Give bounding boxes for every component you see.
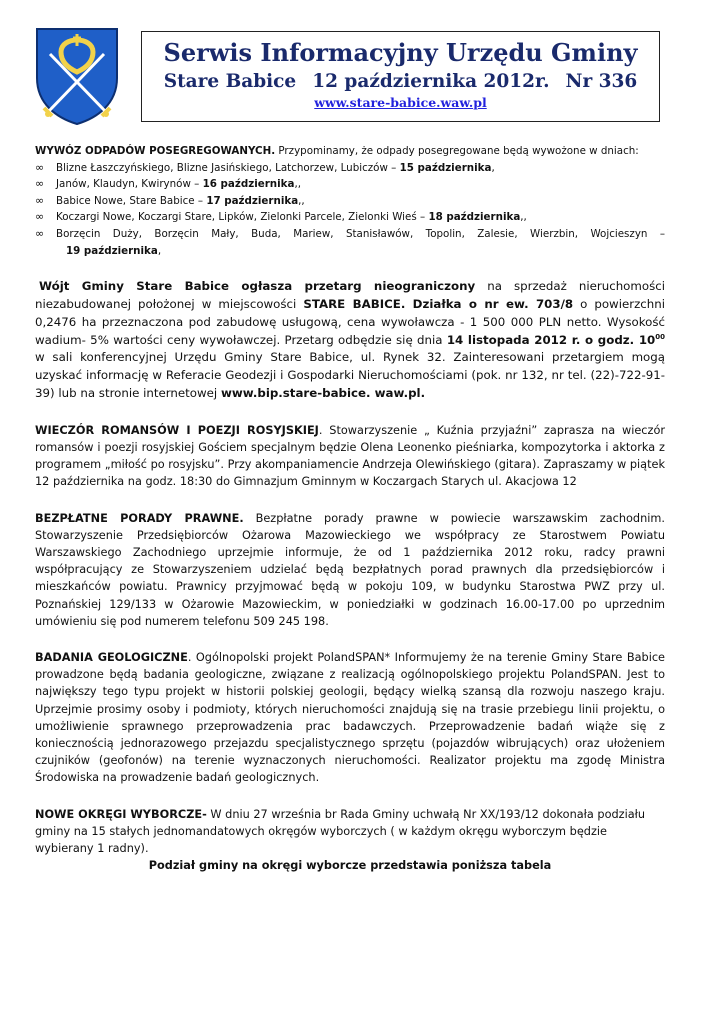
porady-paragraph: BEZPŁATNE PORADY PRAWNE. Bezpłatne porady prawne w powiecie warszawskim zachodnim. Stowarzyszenie Przedsiębiorców Ożarowa Mazowieckiego we współpracy ze Starostwem Powiatu Warszawskiego Zachodniego uprzejmie informuje, że od 1 października 2012 roku, radcy prawni współpracujący ze Stowarzyszeniem udzielać będą bezpłatnych porad prawnych dla przedsiębiorców i mieszkańców powiatu. Prawnicy przyjmować będą w pokoju 109, w budynku Starostwa PWZ przy ul. Poznańskiej 129/133 w Ożarowie Mazowieckim, w poniedziałki w godzinach 16.00-17.00 po uprzednim umówieniu się pod numerem telefonu 509 245 198. <box>35 511 665 628</box>
wywoz-list <box>35 160 665 260</box>
bullet-icon: ∞ <box>35 160 45 174</box>
header-date: 12 października 2012r. <box>312 71 550 92</box>
porady-heading: BEZPŁATNE PORADY PRAWNE. <box>35 511 244 525</box>
main-content <box>35 143 665 874</box>
list-item: ∞ Koczargi Nowe, Koczargi Stare, Lipków, Zielonki Parcele, Zielonki Wieś – 18 października,, <box>35 209 665 226</box>
okregi-paragraph: NOWE OKRĘGI WYBORCZE- W dniu 27 września br Rada Gminy uchwałą Nr XX/193/12 dokonała podziału gminy na 15 stałych jednomandatowych okręgów wyborczych ( w każdym okręgu wyborczym będzie wybierany 1 radny). <box>35 807 646 855</box>
okregi-heading: NOWE OKRĘGI WYBORCZE- <box>35 807 207 821</box>
bullet-icon: ∞ <box>35 210 45 224</box>
badania-paragraph: BADANIA GEOLOGICZNE. Ogólnopolski projekt PolandSPAN* Informujemy że na terenie Gminy Stare Babice prowadzone będą badania geologiczne, związane z realizacją ogólnopolskiego projektu PolandSPAN. Jest to największy tego typu projekt w historii polskiej geologii, będący wielką szansą dla rozwoju naszego kraju. Uprzejmie prosimy osoby i podmioty, których nieruchomości znajdują się na trasie przebiegu linii projektu, o umożliwienie sprawnego przeprowadzenia prac badawczych. Przeprowadzenie badań wiąże się z koniecznością jednorazowego przejazdu specjalistycznego sprzętu (pojazdów wibrujących) oraz ułożeniem czujników (geofonów) na terenie wyznaczonych nieruchomości. Realizator projektu ma zgodę Ministra Środowiska na prowadzenie badań geologicznych. <box>35 650 665 785</box>
coat-of-arms-icon <box>34 26 120 126</box>
bullet-icon: ∞ <box>35 177 45 191</box>
list-item: ∞ Janów, Klaudyn, Kwirynów – 16 października,, <box>35 176 665 193</box>
wywoz-intro <box>35 143 665 160</box>
bullet-icon: ∞ <box>35 226 45 240</box>
okregi-caption: Podział gminy na okręgi wyborcze przedstawia poniższa tabela <box>148 859 552 873</box>
badania-heading: BADANIA GEOLOGICZNE <box>35 650 188 664</box>
header-place: Stare Babice <box>163 71 297 92</box>
wywoz-heading: WYWÓZ ODPADÓW POSEGREGOWANYCH. <box>35 145 276 157</box>
list-item: ∞ Babice Nowe, Stare Babice – 17 października,, <box>35 193 665 210</box>
header-subtitle <box>142 71 659 92</box>
bullet-icon: ∞ <box>35 193 45 207</box>
header-box <box>141 31 660 122</box>
wieczor-heading: WIECZÓR ROMANSÓW I POEZJI ROSYJSKIEJ <box>35 423 319 437</box>
przetarg-paragraph: Wójt Gminy Stare Babice ogłasza przetarg nieograniczony na sprzedaż nieruchomości niezabudowanej położonej w miejscowości STARE BABICE. Działka o nr ew. 703/8 o powierzchni 0,2476 ha przeznaczona pod zabudowę usługową, cena wywoławcza - 1 500 000 PLN netto. Wysokość wadium- 5% wartości ceny wywoławczej. Przetarg odbędzie się dnia 14 listopada 2012 r. o godz. $10^{00}$ w sali konferencyjnej Urzędu Gminy Stare Babice, ul. Rynek 32. Zainteresowani przetargiem mogą uzyskać informację w Referacie Geodezji i Gospodarki Nieruchomościami (pok. nr 132, nr tel. (22)-722-91-39) lub na stronie internetowej www.bip.stare-babice. waw.pl. <box>35 279 666 400</box>
wieczor-paragraph: WIECZÓR ROMANSÓW I POEZJI ROSYJSKIEJ. Stowarzyszenie „ Kuźnia przyjaźni” zaprasza na wieczór romansów i poezji rosyjskiej Gościem specjalnym będzie Olena Leonenko pieśniarka, kompozytorka i aktorka z programem „miłość po rosyjsku”. Przy akompaniamencie Andrzeja Olewińskiego (gitara). Zapraszamy w piątek 12 października na godz. 18:30 do Gimnazjum Gminnym w Koczargach Starych ul. Akacjowa 12 <box>35 423 665 489</box>
wywoz-intro-text: Przypominamy, że odpady posegregowane będą wywożone w dniach: <box>278 145 639 157</box>
header-issue: Nr 336 <box>565 71 638 92</box>
website-link[interactable]: www.stare-babice.waw.pl <box>314 95 487 110</box>
list-item: ∞ Borzęcin Duży, Borzęcin Mały, Buda, Mariew, Stanisławów, Topolin, Zalesie, Wierzbin, Wojcieszyn – 19 października, <box>35 226 665 257</box>
page-title: Serwis Informacyjny Urzędu Gminy <box>163 38 638 67</box>
list-item: ∞ Blizne Łaszczyńskiego, Blizne Jasińskiego, Latchorzew, Lubiczów – 15 października, <box>35 160 665 177</box>
bip-link[interactable]: www.bip.stare-babice. waw.pl. <box>220 385 426 400</box>
